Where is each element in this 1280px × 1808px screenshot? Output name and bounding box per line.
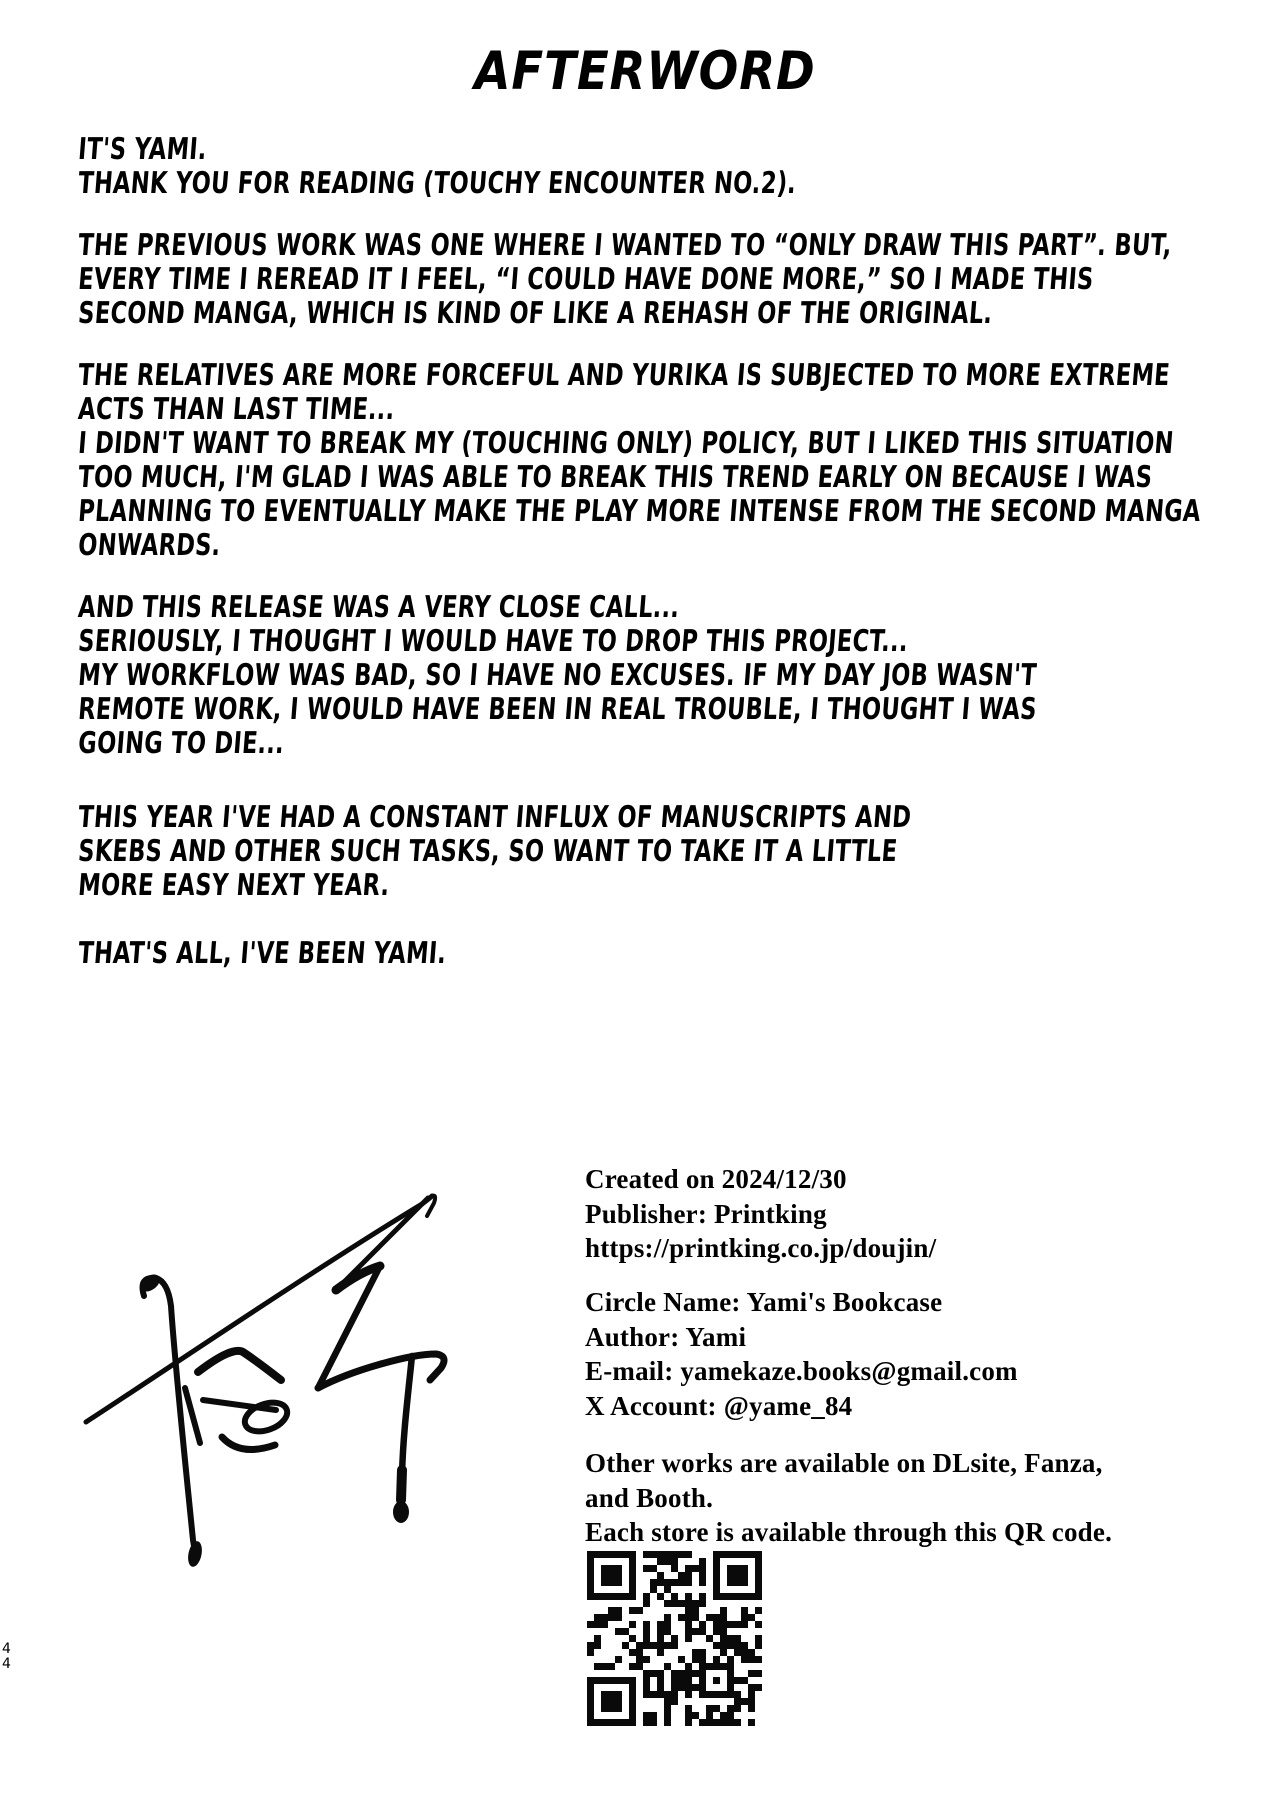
afterword-line: IT'S YAMI. — [76, 132, 209, 167]
afterword-line: GOING TO DIE... — [76, 726, 286, 761]
qr-caption: Each store is available through this QR code. — [585, 1517, 1113, 1547]
afterword-line: THE PREVIOUS WORK WAS ONE WHERE I WANTED TO “ONLY DRAW THIS PART”. BUT, — [76, 228, 1174, 263]
page-number-digit: 4 — [2, 1641, 11, 1657]
created-date: Created on 2024/12/30 — [585, 1164, 847, 1194]
afterword-line: THANK YOU FOR READING (TOUCHY ENCOUNTER NO.2). — [76, 166, 798, 201]
afterword-paragraph-4 — [78, 591, 1280, 761]
circle-contact-info — [585, 1285, 1018, 1423]
afterword-line: SECOND MANGA, WHICH IS KIND OF LIKE A REHASH OF THE ORIGINAL. — [76, 296, 994, 331]
page-number — [2, 1642, 11, 1672]
afterword-paragraph-5 — [78, 801, 1189, 903]
publisher-url: https://printking.co.jp/doujin/ — [585, 1233, 937, 1263]
afterword-line: SERIOUSLY, I THOUGHT I WOULD HAVE TO DROP THIS PROJECT... — [76, 624, 910, 659]
publication-info — [585, 1162, 936, 1266]
afterword-paragraph-2 — [78, 229, 1280, 331]
afterword-line: AND THIS RELEASE WAS A VERY CLOSE CALL... — [76, 590, 681, 625]
afterword-line: PLANNING TO EVENTUALLY MAKE THE PLAY MORE INTENSE FROM THE SECOND MANGA — [76, 494, 1203, 529]
qr-code-image — [587, 1551, 762, 1726]
author-name: Author: Yami — [585, 1321, 747, 1352]
afterword-paragraph-6 — [78, 937, 569, 971]
afterword-line: TOO MUCH, I'M GLAD I WAS ABLE TO BREAK THIS TREND EARLY ON BECAUSE I WAS — [76, 460, 1154, 495]
stores-line: Other works are available on DLsite, Fanza, — [585, 1448, 1103, 1478]
afterword-line: MY WORKFLOW WAS BAD, SO I HAVE NO EXCUSES. IF MY DAY JOB WASN'T — [76, 658, 1038, 693]
afterword-paragraph-1 — [78, 133, 1035, 201]
publisher-name: Publisher: Printking — [585, 1198, 827, 1229]
afterword-line: THIS YEAR I'VE HAD A CONSTANT INFLUX OF MANUSCRIPTS AND — [76, 800, 913, 835]
author-signature-calligraphy — [80, 1140, 500, 1610]
afterword-line: ONWARDS. — [76, 528, 223, 563]
afterword-line: SKEBS AND OTHER SUCH TASKS, SO WANT TO TAKE IT A LITTLE — [76, 834, 899, 869]
afterword-line: THE RELATIVES ARE MORE FORCEFUL AND YURIKA IS SUBJECTED TO MORE EXTREME — [76, 358, 1172, 393]
afterword-paragraph-3 — [78, 359, 1280, 563]
afterword-line: I DIDN'T WANT TO BREAK MY (TOUCHING ONLY) POLICY, BUT I LIKED THIS SITUATION — [76, 426, 1176, 461]
afterword-line: EVERY TIME I REREAD IT I FEEL, “I COULD HAVE DONE MORE,” SO I MADE THIS — [76, 262, 1095, 297]
stores-line: and Booth. — [585, 1482, 714, 1513]
page-number-digit: 4 — [2, 1656, 11, 1672]
afterword-line: REMOTE WORK, I WOULD HAVE BEEN IN REAL TROUBLE, I THOUGHT I WAS — [76, 692, 1039, 727]
afterword-line: ACTS THAN LAST TIME... — [76, 392, 397, 427]
afterword-line: THAT'S ALL, I'VE BEEN YAMI. — [76, 936, 448, 971]
store-availability-info — [585, 1446, 1112, 1550]
email-address: E-mail: yamekaze.books@gmail.com — [585, 1356, 1018, 1386]
afterword-line: MORE EASY NEXT YEAR. — [76, 868, 391, 903]
x-account: X Account: @yame_84 — [585, 1390, 853, 1421]
page-title: AFTERWORD — [474, 41, 816, 102]
circle-name: Circle Name: Yami's Bookcase — [585, 1287, 943, 1317]
